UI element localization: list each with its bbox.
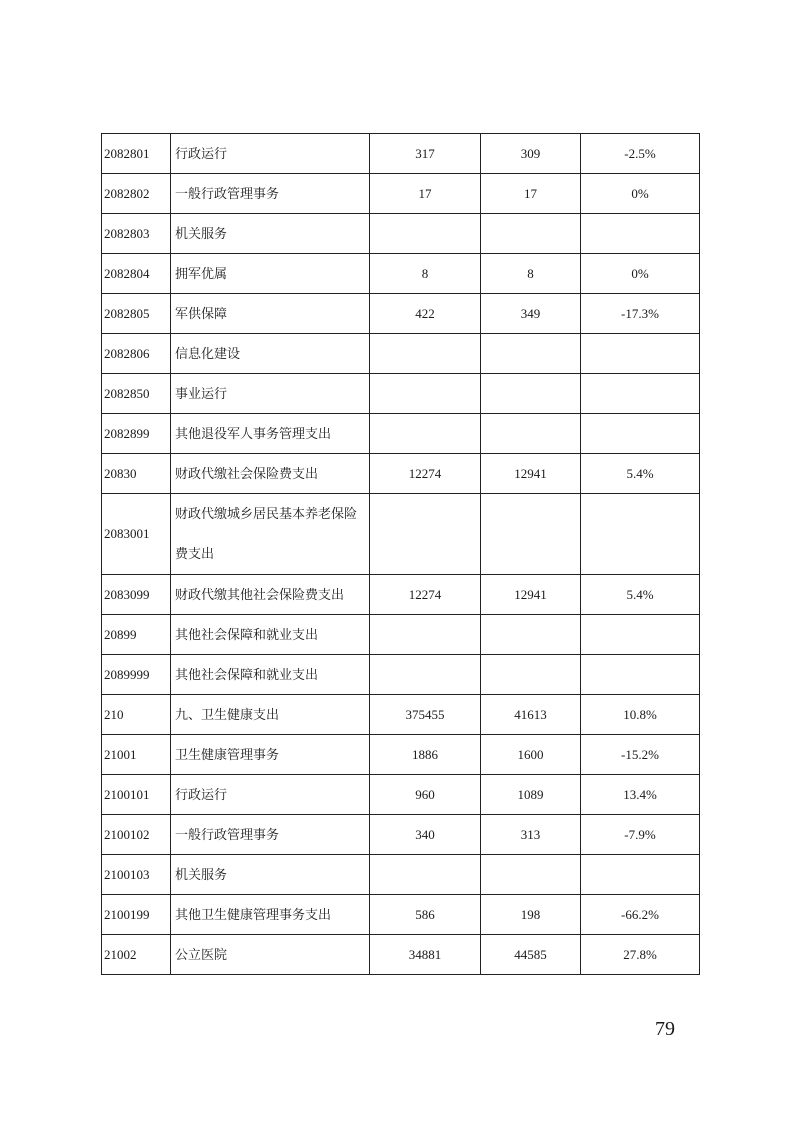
table-row xyxy=(102,254,700,294)
table-row xyxy=(102,374,700,414)
value-current-cell: 17 xyxy=(481,174,581,214)
value-current-cell: 349 xyxy=(481,294,581,334)
name-cell: 其他退役军人事务管理支出 xyxy=(171,414,370,454)
value-prior-cell xyxy=(370,374,481,414)
name-cell: 军供保障 xyxy=(171,294,370,334)
table-row xyxy=(102,414,700,454)
name-cell: 财政代缴其他社会保险费支出 xyxy=(171,575,370,615)
change-pct-cell: 0% xyxy=(581,254,700,294)
table-row xyxy=(102,815,700,855)
change-pct-cell: 5.4% xyxy=(581,575,700,615)
table-row xyxy=(102,775,700,815)
change-pct-cell: 5.4% xyxy=(581,454,700,494)
value-prior-cell: 12274 xyxy=(370,575,481,615)
code-cell: 21001 xyxy=(102,735,171,775)
code-cell: 2082802 xyxy=(102,174,171,214)
value-current-cell xyxy=(481,615,581,655)
code-cell: 2082806 xyxy=(102,334,171,374)
value-prior-cell: 340 xyxy=(370,815,481,855)
change-pct-cell: -66.2% xyxy=(581,895,700,935)
value-current-cell: 8 xyxy=(481,254,581,294)
value-current-cell xyxy=(481,494,581,575)
table-row xyxy=(102,655,700,695)
code-cell: 2082850 xyxy=(102,374,171,414)
change-pct-cell: 10.8% xyxy=(581,695,700,735)
value-current-cell xyxy=(481,334,581,374)
value-prior-cell: 12274 xyxy=(370,454,481,494)
value-current-cell: 313 xyxy=(481,815,581,855)
value-current-cell xyxy=(481,414,581,454)
code-cell: 20899 xyxy=(102,615,171,655)
change-pct-cell xyxy=(581,494,700,575)
code-cell: 2082803 xyxy=(102,214,171,254)
value-current-cell xyxy=(481,214,581,254)
value-prior-cell: 317 xyxy=(370,134,481,174)
name-cell: 一般行政管理事务 xyxy=(171,174,370,214)
value-current-cell: 198 xyxy=(481,895,581,935)
change-pct-cell: 27.8% xyxy=(581,935,700,975)
value-prior-cell xyxy=(370,855,481,895)
value-prior-cell xyxy=(370,494,481,575)
table-row xyxy=(102,334,700,374)
table-row xyxy=(102,735,700,775)
value-prior-cell: 586 xyxy=(370,895,481,935)
value-current-cell xyxy=(481,855,581,895)
name-cell: 事业运行 xyxy=(171,374,370,414)
name-cell: 其他社会保障和就业支出 xyxy=(171,615,370,655)
change-pct-cell: -7.9% xyxy=(581,815,700,855)
change-pct-cell: -15.2% xyxy=(581,735,700,775)
code-cell: 2082804 xyxy=(102,254,171,294)
name-cell: 行政运行 xyxy=(171,134,370,174)
name-cell: 信息化建设 xyxy=(171,334,370,374)
table-row xyxy=(102,855,700,895)
name-cell: 九、卫生健康支出 xyxy=(171,695,370,735)
table-row xyxy=(102,454,700,494)
name-cell: 行政运行 xyxy=(171,775,370,815)
name-cell: 财政代缴社会保险费支出 xyxy=(171,454,370,494)
change-pct-cell xyxy=(581,615,700,655)
value-prior-cell: 375455 xyxy=(370,695,481,735)
value-prior-cell xyxy=(370,334,481,374)
value-prior-cell: 34881 xyxy=(370,935,481,975)
budget-table xyxy=(101,133,700,975)
table-row xyxy=(102,575,700,615)
value-prior-cell: 8 xyxy=(370,254,481,294)
code-cell: 2082899 xyxy=(102,414,171,454)
value-current-cell: 1600 xyxy=(481,735,581,775)
code-cell: 2100103 xyxy=(102,855,171,895)
value-prior-cell: 1886 xyxy=(370,735,481,775)
code-cell: 21002 xyxy=(102,935,171,975)
change-pct-cell xyxy=(581,414,700,454)
code-cell: 2082805 xyxy=(102,294,171,334)
change-pct-cell xyxy=(581,334,700,374)
name-cell: 一般行政管理事务 xyxy=(171,815,370,855)
code-cell: 2089999 xyxy=(102,655,171,695)
value-prior-cell: 960 xyxy=(370,775,481,815)
table-row xyxy=(102,615,700,655)
name-cell: 其他社会保障和就业支出 xyxy=(171,655,370,695)
code-cell: 2083099 xyxy=(102,575,171,615)
name-cell: 其他卫生健康管理事务支出 xyxy=(171,895,370,935)
change-pct-cell xyxy=(581,214,700,254)
value-current-cell: 12941 xyxy=(481,575,581,615)
name-cell: 机关服务 xyxy=(171,855,370,895)
code-cell: 210 xyxy=(102,695,171,735)
value-current-cell: 41613 xyxy=(481,695,581,735)
table-row xyxy=(102,935,700,975)
code-cell: 20830 xyxy=(102,454,171,494)
table-row xyxy=(102,134,700,174)
code-cell: 2100102 xyxy=(102,815,171,855)
page-number: 79 xyxy=(655,1018,675,1040)
change-pct-cell: 0% xyxy=(581,174,700,214)
change-pct-cell xyxy=(581,374,700,414)
table-row xyxy=(102,695,700,735)
table-row xyxy=(102,174,700,214)
table-row xyxy=(102,494,700,575)
code-cell: 2082801 xyxy=(102,134,171,174)
name-cell: 公立医院 xyxy=(171,935,370,975)
value-current-cell xyxy=(481,374,581,414)
value-current-cell: 1089 xyxy=(481,775,581,815)
change-pct-cell: -2.5% xyxy=(581,134,700,174)
value-current-cell: 12941 xyxy=(481,454,581,494)
value-current-cell: 44585 xyxy=(481,935,581,975)
code-cell: 2100199 xyxy=(102,895,171,935)
value-prior-cell: 422 xyxy=(370,294,481,334)
name-cell: 卫生健康管理事务 xyxy=(171,735,370,775)
change-pct-cell xyxy=(581,855,700,895)
table-row xyxy=(102,294,700,334)
name-cell: 机关服务 xyxy=(171,214,370,254)
budget-table-body xyxy=(102,134,700,975)
code-cell: 2100101 xyxy=(102,775,171,815)
change-pct-cell: 13.4% xyxy=(581,775,700,815)
value-current-cell xyxy=(481,655,581,695)
change-pct-cell: -17.3% xyxy=(581,294,700,334)
value-prior-cell: 17 xyxy=(370,174,481,214)
value-current-cell: 309 xyxy=(481,134,581,174)
value-prior-cell xyxy=(370,414,481,454)
value-prior-cell xyxy=(370,214,481,254)
value-prior-cell xyxy=(370,615,481,655)
code-cell: 2083001 xyxy=(102,494,171,575)
change-pct-cell xyxy=(581,655,700,695)
table-row xyxy=(102,895,700,935)
name-cell: 拥军优属 xyxy=(171,254,370,294)
table-row xyxy=(102,214,700,254)
name-cell: 财政代缴城乡居民基本养老保险费支出 xyxy=(171,494,370,575)
value-prior-cell xyxy=(370,655,481,695)
